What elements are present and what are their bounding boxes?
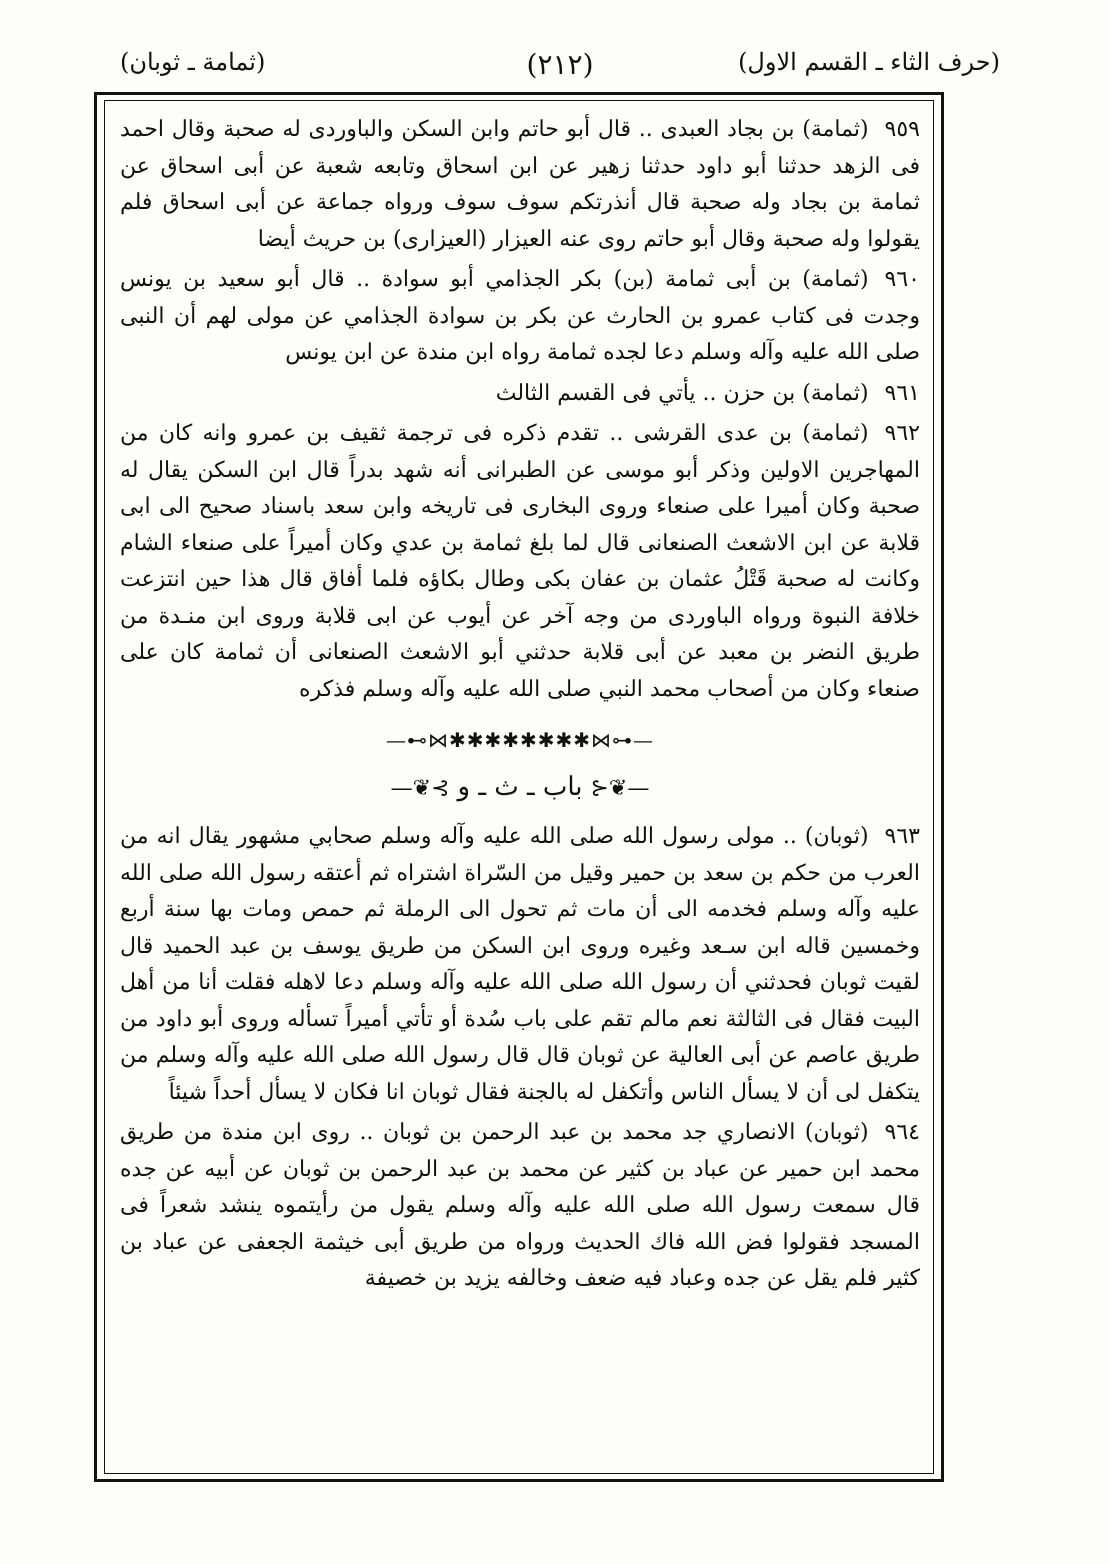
entry-text: (ثوبان) .. مولى رسول الله صلى الله عليه وآله وسلم صحابي مشهور يقال انه من العرب من حكم بن سعد بن حمير وقيل من السّراة اشتراه ثم أعتقه رسول الله صلى الله عليه وآله وسلم فخدمه الى أن مات ثم تحول الى الرملة ثم حمص ومات بها سنة أربع وخمسين قاله ابن سـعد وغيره وروى ابن السكن من طريق يوسف بن عبد الحميد قال لقيت ثوبان فحدثني أن رسول الله صلى الله عليه وآله وسلم دعا لاهله فقلت أنا من أهل البيت فقال فى الثالثة نعم مالم تقم على باب سُدة أو تأتي أميراً تسأله وروى أبو داود من طريق عاصم عن أبى العالية عن ثوبان قال قال رسول الله صلى الله عليه وآله وسلم من يتكفل لى أن لا يسأل الناس وأتكفل له بالجنة فقال ثوبان انا فكان لا يسأل أحداً شيئاً — [120, 824, 920, 1105]
entry-960 — [120, 262, 920, 372]
entry-number: ٩٦٠ — [884, 267, 920, 292]
entry-959 — [120, 112, 920, 258]
section-title: باب ـ ث ـ و — [457, 771, 583, 802]
heading-ornament-right: —❦⊰ — [590, 775, 650, 801]
entry-number: ٩٥٩ — [884, 117, 920, 142]
entry-text: (ثمامة) بن بجاد العبدى .. قال أبو حاتم وابن السكن والباوردى له صحبة وقال احمد فى الزهد حدثنا أبو داود حدثنا زهير عن ابن اسحاق وتابعه شعبة عن أبى اسحاق عن ثمامة بن بجاد وله صحبة قال أنذرتكم سوف سوف ورواه جماعة عن أبى اسحاق فلم يقولوا وله صحبة وقال أبو حاتم روى عنه العيزار (العيزارى) بن حريث أيضا — [120, 117, 920, 252]
entry-text: (ثوبان) الانصاري جد محمد بن عبد الرحمن بن ثوبان .. روى ابن مندة من طريق محمد ابن حمير عن عباد بن كثير عن محمد بن عبد الرحمن بن ثوبان عن أبيه عن جده قال سمعت رسول الله صلى الله عليه وآله وسلم يقول من رأيتموه ينشد شعراً فى المسجد فقولوا فض الله فاك الحديث ورواه من طريق أبى خيثمة الجعفى عن عباد بن كثير فلم يقل عن جده وعباد فيه ضعف وخالفه يزيد بن خصيفة — [120, 1120, 920, 1291]
page-body — [120, 112, 920, 1462]
entry-number: ٩٦٣ — [884, 824, 920, 849]
ornament-divider: —⊷⋈✱✱✱✱✱✱✱✱⋈⊶— — [385, 728, 655, 752]
entry-number: ٩٦٤ — [884, 1120, 920, 1145]
running-head-chapter: (حرف الثاء ـ القسم الاول) — [738, 48, 1000, 76]
page-header — [120, 48, 1000, 98]
entry-text: (ثمامة) بن عدى القرشى .. تقدم ذكره فى ترجمة ثقيف بن عمرو وانه كان من المهاجرين الاولين وذكر أبو موسى عن الطبرانى أنه شهد بدراً قال ابن السكن يقال له صحبة وكان أميرا على صنعاء وروى البخارى فى تاريخه وابن سعد باسناد صحيح الى ابى قلابة عن ابن الاشعث الصنعانى قال لما بلغ ثمامة بن عدي وكان أميراً على صنعاء الشام وكانت له صحبة قَتْلُ عثمان بن عفان بكى وطال بكاؤه فلما أفاق قال هذا حين انتزعت خلافة النبوة ورواه الباوردى من وجه آخر عن أيوب عن ابى قلابة وروى ابن منـدة من طريق النضر بن معبد عن أبى قلابة حدثني أبو الاشعث الصنعانى أن ثمامة كان على صنعاء وكان من أصحاب محمد النبي صلى الله عليه وآله وسلم فذكره — [120, 421, 921, 702]
entry-963 — [120, 819, 920, 1111]
entry-number: ٩٦١ — [884, 380, 920, 406]
entry-964 — [120, 1115, 920, 1298]
entry-962 — [120, 416, 920, 708]
entry-text: (ثمامة) بن أبى ثمامة (بن) بكر الجذامي أبو سوادة .. قال أبو سعيد بن يونس وجدت فى كتاب عمرو بن الحارث عن بكر بن سوادة الجذامي عن مولى لهم أن النبى صلى الله عليه وآله وسلم دعا لجده ثمامة رواه ابن مندة عن ابن يونس — [120, 267, 920, 365]
heading-ornament-left: ⊱❦— — [390, 775, 450, 801]
entry-961 — [120, 376, 920, 413]
page-number: (٢١٢) — [526, 48, 594, 81]
entry-text: (ثمامة) بن حزن .. يأتي فى القسم الثالث — [495, 380, 869, 406]
section-heading — [120, 769, 920, 808]
entry-number: ٩٦٢ — [884, 421, 920, 446]
running-head-names: (ثمامة ـ ثوبان) — [120, 48, 266, 76]
